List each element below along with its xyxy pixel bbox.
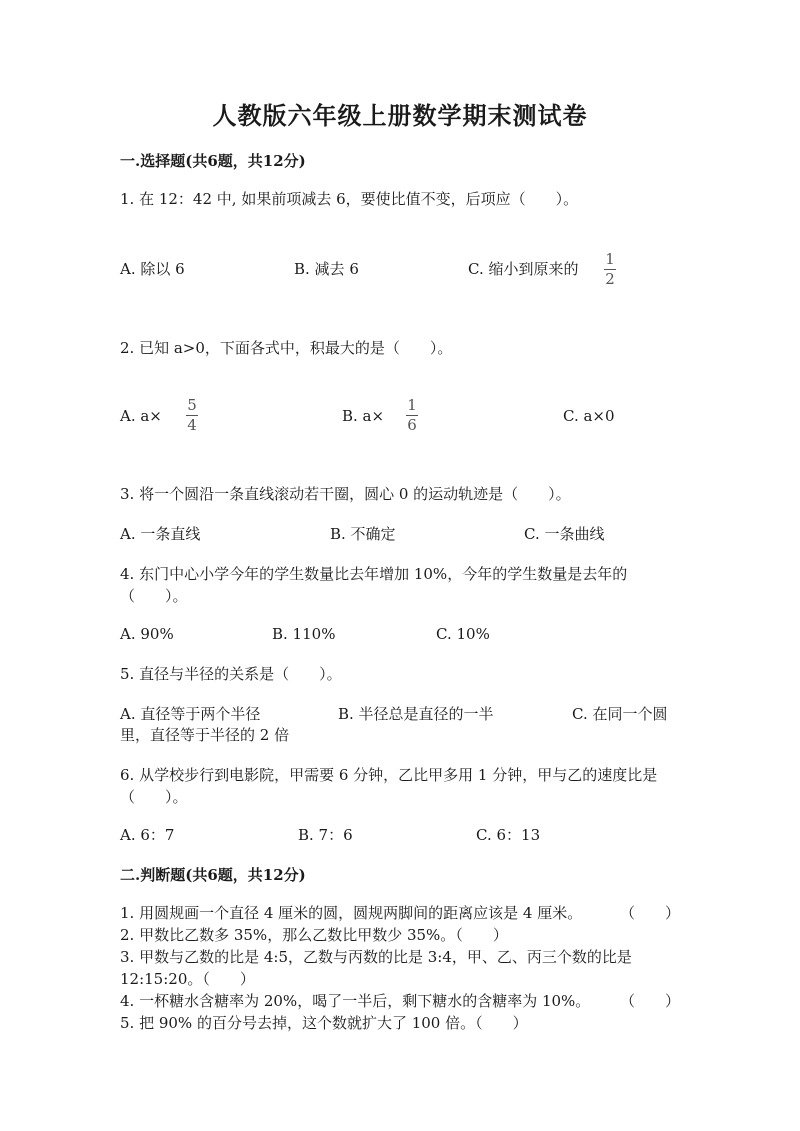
question-6-stem: 6. 从学校步行到电影院，甲需要 6 分钟，乙比甲多用 1 分钟，甲与乙的速度比是（ ）。 [120, 766, 658, 806]
question-5-stem: 5. 直径与半径的关系是（ ）。 [120, 665, 342, 683]
fraction-numerator: 1 [605, 250, 615, 268]
question-4-option-a[interactable]: A. 90% [120, 625, 174, 643]
question-1-stem: 1. 在 12：42 中, 如果前项减去 6，要使比值不变，后项应（ ）。 [120, 190, 579, 208]
fraction-denominator: 4 [187, 416, 197, 434]
judge-item-text: 3. 甲数与乙数的比是 4:5，乙数与丙数的比是 3:4，甲、乙、丙三个数的比是 12:15:20。 [120, 948, 632, 988]
question-4-stem: 4. 东门中心小学今年的学生数量比去年增加 10%，今年的学生数量是去年的（ ）。 [120, 565, 628, 605]
question-2-stem: 2. 已知 a>0，下面各式中，积最大的是（ ）。 [120, 339, 453, 357]
question-2-option-b[interactable]: B. a× [342, 407, 385, 425]
answer-bracket[interactable]: （ ） [455, 926, 508, 944]
answer-bracket[interactable]: （ ） [475, 1014, 528, 1032]
question-5-option-b[interactable]: B. 半径总是直径的一半 [338, 705, 494, 723]
judge-item-1 [120, 902, 680, 924]
question-5-option-a[interactable]: A. 直径等于两个半径 [120, 705, 261, 723]
question-6-option-a[interactable]: A. 6：7 [120, 826, 175, 844]
question-3-option-b[interactable]: B. 不确定 [330, 525, 396, 543]
section-header-true-false: 二.判断题(共6题，共12分) [120, 866, 306, 884]
question-1-option-b[interactable]: B. 减去 6 [294, 260, 359, 278]
fraction-denominator: 6 [407, 416, 417, 434]
question-2-option-c[interactable]: C. a×0 [563, 407, 615, 425]
question-3-option-a[interactable]: A. 一条直线 [120, 525, 201, 543]
question-5-option-c-continued: 里，直径等于半径的 2 倍 [120, 726, 290, 744]
question-3-option-c[interactable]: C. 一条曲线 [524, 525, 605, 543]
question-2-option-a-fraction [186, 397, 198, 434]
judge-item-3 [120, 946, 680, 990]
question-6-option-c[interactable]: C. 6：13 [476, 826, 541, 844]
judge-item-text: 5. 把 90% 的百分号去掉，这个数就扩大了 100 倍。 [120, 1014, 476, 1032]
question-1-option-c[interactable]: C. 缩小到原来的 [468, 260, 579, 278]
question-1-option-c-fraction [604, 251, 616, 288]
fraction-numerator: 5 [187, 396, 197, 414]
question-4-option-c[interactable]: C. 10% [436, 625, 490, 643]
answer-bracket[interactable]: （ ） [619, 904, 680, 922]
page-title: 人教版六年级上册数学期末测试卷 [212, 101, 588, 130]
answer-bracket[interactable]: （ ） [202, 970, 255, 988]
question-3-stem: 3. 将一个圆沿一条直线滚动若干圈，圆心 0 的运动轨迹是（ ）。 [120, 485, 571, 503]
judge-item-4 [120, 990, 680, 1012]
judge-item-text: 4. 一杯糖水含糖率为 20%，喝了一半后，剩下糖水的含糖率为 10%。 [120, 992, 591, 1010]
fraction-numerator: 1 [407, 396, 417, 414]
section-header-choice: 一.选择题(共6题，共12分) [120, 152, 306, 170]
question-2-option-a[interactable]: A. a× [120, 407, 162, 425]
judge-item-text: 2. 甲数比乙数多 35%，那么乙数比甲数少 35%。 [120, 926, 456, 944]
judge-item-5 [120, 1012, 680, 1034]
judge-item-text: 1. 用圆规画一个直径 4 厘米的圆，圆规两脚间的距离应该是 4 厘米。 [120, 904, 583, 922]
fraction-denominator: 2 [605, 270, 615, 288]
answer-bracket[interactable]: （ ） [619, 992, 680, 1010]
question-2-option-b-fraction [406, 397, 418, 434]
question-1-option-a[interactable]: A. 除以 6 [120, 260, 185, 278]
judge-item-2 [120, 924, 680, 946]
question-6-option-b[interactable]: B. 7：6 [298, 826, 353, 844]
question-4-option-b[interactable]: B. 110% [272, 625, 336, 643]
question-5-option-c[interactable]: C. 在同一个圆 [572, 705, 668, 723]
